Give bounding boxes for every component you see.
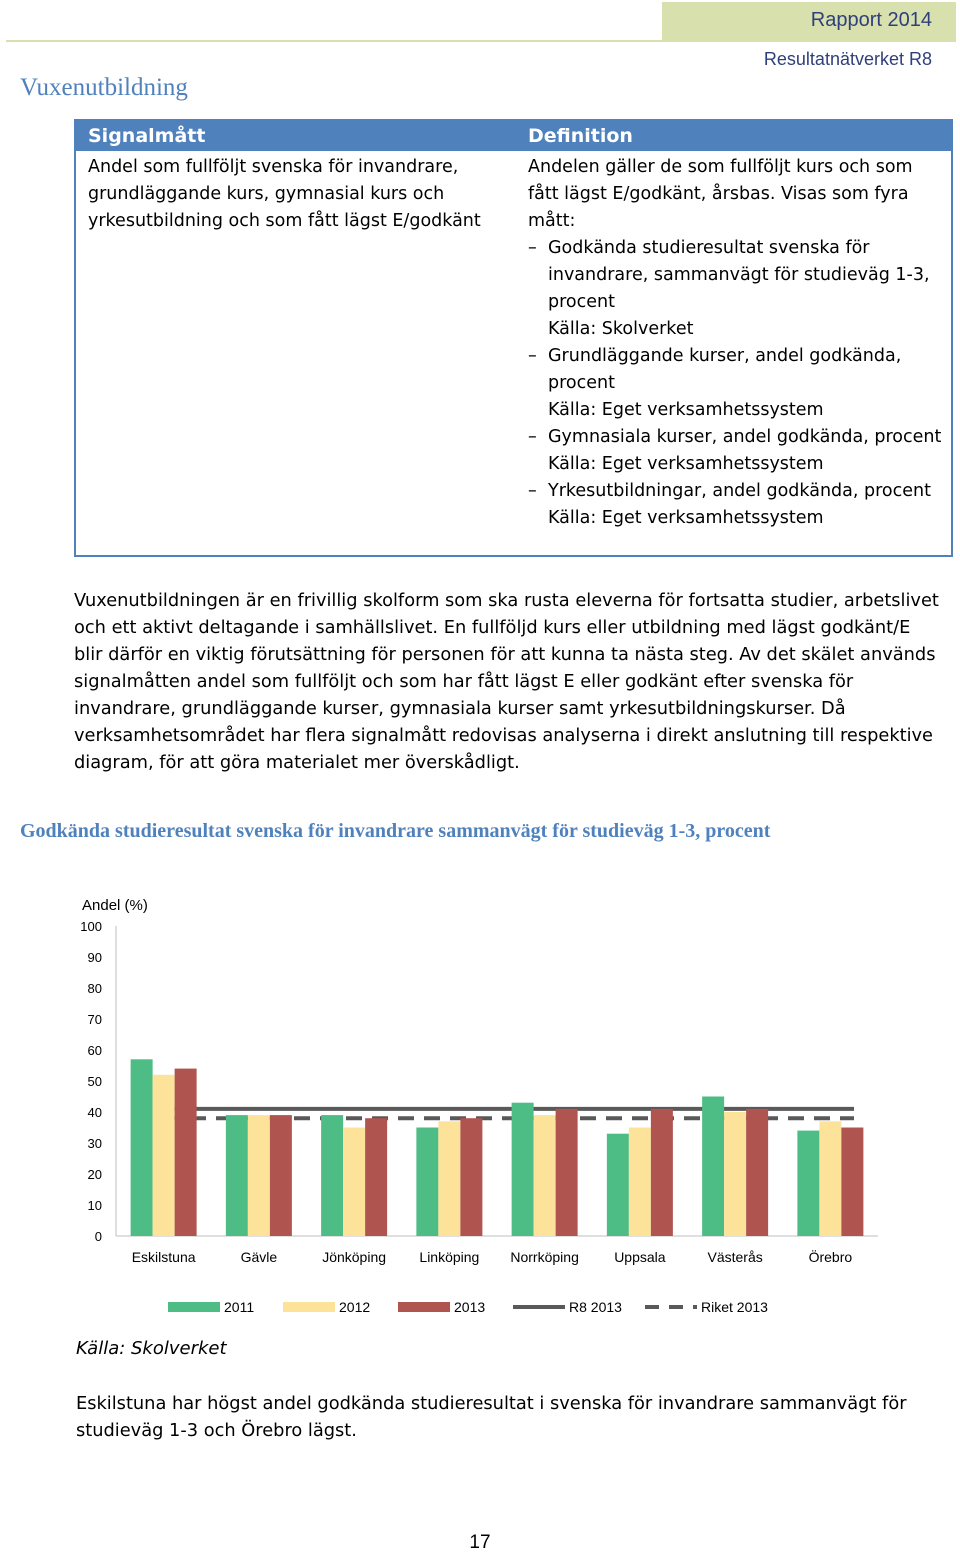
list-item-source: Källa: Skolverket [548, 319, 694, 339]
y-tick-label: 30 [87, 1136, 102, 1151]
legend-swatch-2013 [398, 1302, 450, 1312]
list-item [528, 478, 943, 532]
bar-2013 [175, 1069, 197, 1236]
x-tick-label: Eskilstuna [131, 1249, 196, 1265]
bar-2011 [702, 1097, 724, 1237]
bar-2011 [321, 1115, 343, 1236]
list-item-text: Grundläggande kurser, andel godkända, procent [548, 346, 902, 393]
bar-2012 [248, 1115, 270, 1236]
legend-label: R8 2013 [569, 1299, 622, 1315]
x-tick-label: Västerås [707, 1249, 763, 1265]
bar-2012 [153, 1075, 175, 1236]
legend-label: 2012 [339, 1299, 371, 1315]
y-axis-label: Andel (%) [82, 897, 148, 914]
definition-column-header: Definition [528, 125, 633, 147]
bar-2013 [365, 1118, 387, 1236]
legend-label: Riket 2013 [701, 1299, 768, 1315]
bar-2013 [270, 1115, 292, 1236]
bar-2012 [724, 1112, 746, 1236]
bar-chart [60, 890, 920, 1330]
table-header [76, 121, 951, 151]
header-divider [6, 40, 956, 42]
page-number: 17 [469, 1532, 491, 1553]
list-item-text: Yrkesutbildningar, andel godkända, procent [548, 481, 931, 501]
list-item-text: Gymnasiala kurser, andel godkända, procent [548, 427, 942, 447]
y-tick-label: 60 [87, 1043, 102, 1058]
bar-2012 [534, 1115, 556, 1236]
list-item-text: Godkända studieresultat svenska för invandrare, sammanvägt för studieväg 1-3, procent [548, 238, 930, 312]
definition-text [528, 154, 943, 532]
bar-2011 [416, 1128, 438, 1237]
y-tick-label: 50 [87, 1074, 102, 1089]
definition-list [528, 235, 943, 532]
y-tick-label: 10 [87, 1198, 102, 1213]
y-tick-label: 80 [87, 981, 102, 996]
y-tick-label: 90 [87, 950, 102, 965]
list-item [528, 235, 943, 343]
bar-2011 [797, 1131, 819, 1236]
x-tick-label: Örebro [808, 1249, 853, 1265]
signal-column-header: Signalmått [88, 125, 206, 147]
x-tick-label: Jönköping [322, 1249, 387, 1265]
conclusion-text: Eskilstuna har högst andel godkända studieresultat i svenska för invandrare sammanvägt för studieväg 1-3 och Örebro lägst. [76, 1393, 907, 1441]
legend-label: 2011 [224, 1299, 255, 1315]
x-tick-label: Norrköping [510, 1249, 579, 1265]
bar-2012 [438, 1121, 460, 1236]
bar-2013 [460, 1118, 482, 1236]
definition-table [74, 119, 953, 557]
bar-2013 [556, 1109, 578, 1236]
list-item-source: Källa: Eget verksamhetssystem [548, 454, 824, 474]
y-tick-label: 0 [94, 1229, 102, 1244]
bar-2013 [746, 1109, 768, 1236]
x-tick-label: Gävle [240, 1249, 278, 1265]
intro-paragraph: Vuxenutbildningen är en frivillig skolform som ska rusta eleverna för fortsatta studier, arbetslivet och ett aktivt deltagande i samhällslivet. En fullföljd kurs eller utbildning med lägst godkänt/E blir därför en viktig förutsättning för personen för att kunna ta nästa steg. Av det skälet används signalmåtten andel som fullföljt och som har fått lägst E eller godkänt efter svenska för invandrare, grundläggande kurser, gymnasiala kurser samt yrkesutbildningskurser. Då verksamhetsområdet har flera signalmått redovisas analyserna i direkt anslutning till respektive diagram, för att göra materialet mer överskådligt. [74, 590, 939, 773]
y-tick-label: 70 [87, 1012, 102, 1027]
bar-2011 [226, 1115, 248, 1236]
bar-2013 [841, 1128, 863, 1237]
chart-title: Godkända studieresultat svenska för invandrare sammanvägt för studieväg 1-3, procent [20, 820, 771, 842]
list-item-source: Källa: Eget verksamhetssystem [548, 400, 824, 420]
legend-swatch-2012 [283, 1302, 335, 1312]
bar-2011 [131, 1059, 153, 1236]
bar-2011 [607, 1134, 629, 1236]
definition-intro: Andelen gäller de som fullföljt kurs och som fått lägst E/godkänt, årsbas. Visas som fyra mått: [528, 157, 913, 231]
y-tick-label: 100 [80, 919, 102, 934]
list-item-source: Källa: Eget verksamhetssystem [548, 508, 824, 528]
legend-swatch-2011 [168, 1302, 220, 1312]
list-item [528, 343, 943, 424]
signal-text: Andel som fullföljt svenska för invandrare, grundläggande kurs, gymnasial kurs och yrkesutbildning och som fått lägst E/godkänt [88, 157, 481, 231]
y-tick-label: 40 [87, 1105, 102, 1120]
network-name: Resultatnätverket R8 [763, 49, 932, 69]
bar-2013 [651, 1109, 673, 1236]
source-note: Källa: Skolverket [76, 1338, 227, 1359]
section-title: Vuxenutbildning [20, 74, 188, 101]
bar-2011 [512, 1103, 534, 1236]
x-tick-label: Uppsala [614, 1249, 666, 1265]
legend-label: 2013 [454, 1299, 486, 1315]
bar-2012 [629, 1128, 651, 1237]
bar-2012 [343, 1128, 365, 1237]
y-tick-label: 20 [87, 1167, 102, 1182]
report-title: Rapport 2014 [810, 9, 932, 31]
list-item [528, 424, 943, 478]
bar-2012 [819, 1121, 841, 1236]
x-tick-label: Linköping [419, 1249, 480, 1265]
